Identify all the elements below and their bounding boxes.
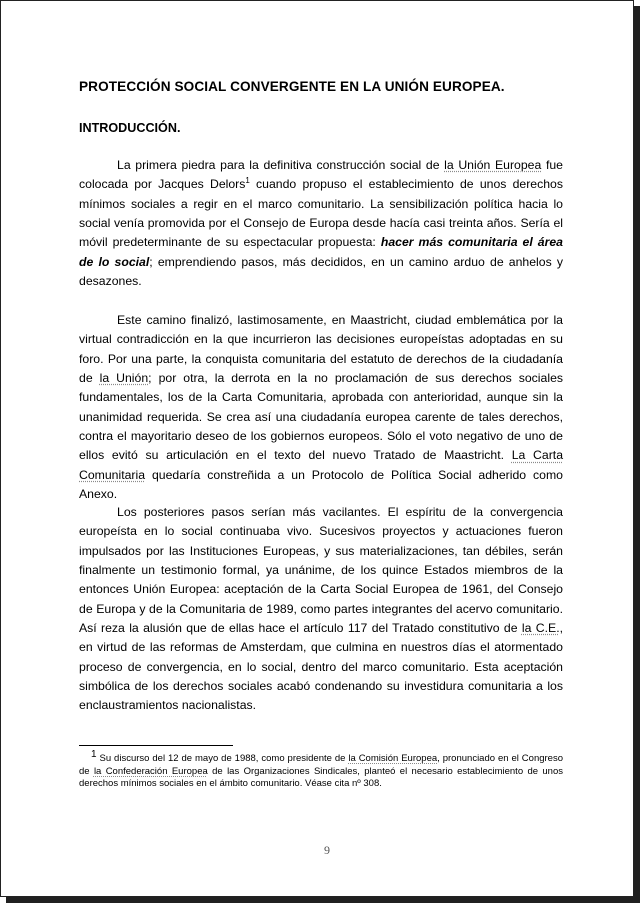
paragraph-2 xyxy=(79,311,563,504)
footnote-number: 1 xyxy=(91,748,97,760)
section-heading: INTRODUCCIÓN. xyxy=(79,121,181,135)
paragraph-3 xyxy=(79,503,563,716)
footnote xyxy=(79,748,563,791)
smart-tag-link[interactable]: la Confederación Europea xyxy=(93,765,208,777)
paragraph-text: , en virtud de las reformas de Amsterdam, que culmina en nuestros días el atormentado proceso de convergencia, en lo social, dentro del marco comunitario. Esta aceptación simbólica de los derechos sociales acabó condenando su investidura comunitaria a los enclaustramientos nacionalistas. xyxy=(79,621,563,713)
paragraph-text: fue colocada por Jacques Delors xyxy=(79,158,563,192)
footnote-text: , pronunciado en el Congreso de xyxy=(79,753,563,777)
paragraph-text: ; emprendiendo pasos, más decididos, en un camino arduo de anhelos y desazones. xyxy=(79,254,564,289)
smart-tag-link[interactable]: la Unión xyxy=(99,371,149,386)
paragraph-text: quedaría constreñida a un Protocolo de Política Social adherido como Anexo. xyxy=(79,467,563,502)
footnote-separator xyxy=(79,745,233,746)
page-number: 9 xyxy=(324,843,330,857)
footnote-text: de las Organizaciones Sindicales, planteó el necesario establecimiento de unos derechos mínimos sociales en el ámbito comunitario. Véase cita nº 308. xyxy=(79,765,563,790)
emphasis-text: hacer más comunitaria el área de lo social xyxy=(79,235,563,269)
footnote-reference[interactable]: 1 xyxy=(245,176,250,186)
paragraph-text: La primera piedra para la definitiva construcción social de xyxy=(117,158,445,172)
smart-tag-link[interactable]: la Unión Europea xyxy=(444,158,542,172)
document-title: PROTECCIÓN SOCIAL CONVERGENTE EN LA UNIÓN EUROPEA. xyxy=(79,79,505,94)
smart-tag-link[interactable]: la Comisión Europea xyxy=(348,753,438,764)
paragraph-1 xyxy=(79,156,563,291)
paragraph-text: cuando propuso el establecimiento de unos derechos mínimos sociales a regir en el marco comunitario. La sensibilización política hacia lo social venía promovida por el Consejo de Europa desde hacía casi treinta años. Sería el móvil predeterminante de su espectacular propuesta: xyxy=(79,177,563,250)
footnote-text: Su discurso del 12 de mayo de 1988, como presidente de xyxy=(96,753,349,764)
paragraph-text: Este camino finalizó, lastimosamente, en Maastricht, ciudad emblemática por la virtual contradicción en la que incurrieron las decisiones europeístas adoptadas en su foro. Por una parte, la conquista comunitaria del estatuto de derechos de la ciudadanía de xyxy=(79,313,563,386)
paragraph-text: ; por otra, la derrota en la no proclamación de sus derechos sociales fundamentales, los de la Carta Comunitaria, aprobada con anterioridad, aunque sin la unanimidad requerida. Se crea así una ciudadanía europea carente de tales derechos, contra el mayoritario deseo de los gobiernos europeos. Sólo el voto negativo de uno de ellos evitó su articulación en el texto del nuevo Tratado de Maastricht. xyxy=(79,371,564,463)
smart-tag-link[interactable]: la C.E. xyxy=(521,621,560,636)
page-shadow-bottom xyxy=(6,897,640,903)
page-shadow-right xyxy=(634,6,640,903)
paragraph-text: Los posteriores pasos serían más vacilantes. El espíritu de la convergencia europeísta en lo social continuaba vivo. Sucesivos proyectos y actuaciones fueron impulsados por las Instituciones Europeas, y sus materializaciones, tan débiles, serán finalmente un testimonio formal, ya unánime, de los quince Estados miembros de la entonces Unión Europea: aceptación de la Carta Social Europea de 1961, del Consejo de Europa y de la Comunitaria de 1989, como partes integrantes del acervo comunitario. Así reza la alusión que de ellas hace el artículo 117 del Tratado constitutivo de xyxy=(79,505,563,636)
smart-tag-link[interactable]: La Carta Comunitaria xyxy=(79,448,564,482)
